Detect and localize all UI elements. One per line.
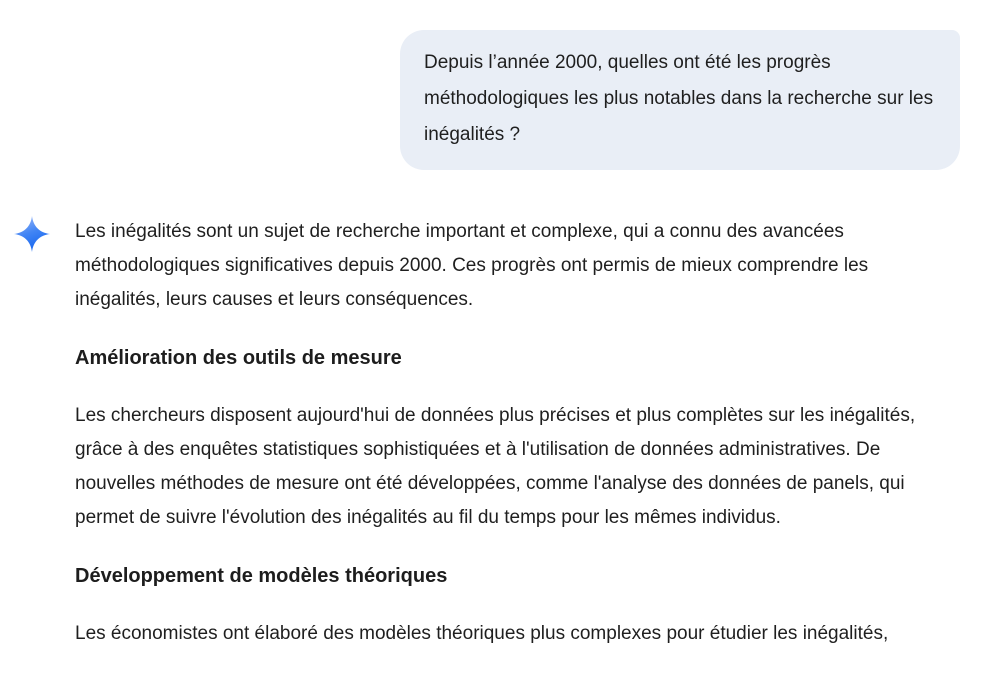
response-heading-theoretical-models: Développement de modèles théoriques xyxy=(75,565,448,587)
assistant-message-row xyxy=(14,215,955,679)
response-paragraph-intro: Les inégalités sont un sujet de recherche important et complexe, qui a connu des avancées méthodologiques significatives depuis 2000. Ces progrès ont permis de mieux comprendre les inégalités, leurs causes et leurs conséquences. xyxy=(75,221,869,310)
user-message-text: Depuis l’année 2000, quelles ont été les progrès méthodologiques les plus notables dans la recherche sur les inégalités ? xyxy=(424,52,934,145)
user-message-bubble xyxy=(400,30,960,170)
gemini-sparkle-icon xyxy=(14,215,50,253)
response-heading-measure-tools: Amélioration des outils de mesure xyxy=(75,347,402,369)
user-message-row xyxy=(400,30,960,170)
response-paragraph-theoretical-models: Les économistes ont élaboré des modèles théoriques plus complexes pour étudier les inégalités, xyxy=(75,623,889,644)
response-paragraph-measure-tools: Les chercheurs disposent aujourd'hui de données plus précises et plus complètes sur les inégalités, grâce à des enquêtes statistiques sophistiquées et à l'utilisation de données administratives. De nouvelles méthodes de mesure ont été développées, comme l'analyse des données de panels, qui permet de suivre l'évolution des inégalités au fil du temps pour les mêmes individus. xyxy=(75,405,916,528)
assistant-response-content xyxy=(75,215,955,679)
